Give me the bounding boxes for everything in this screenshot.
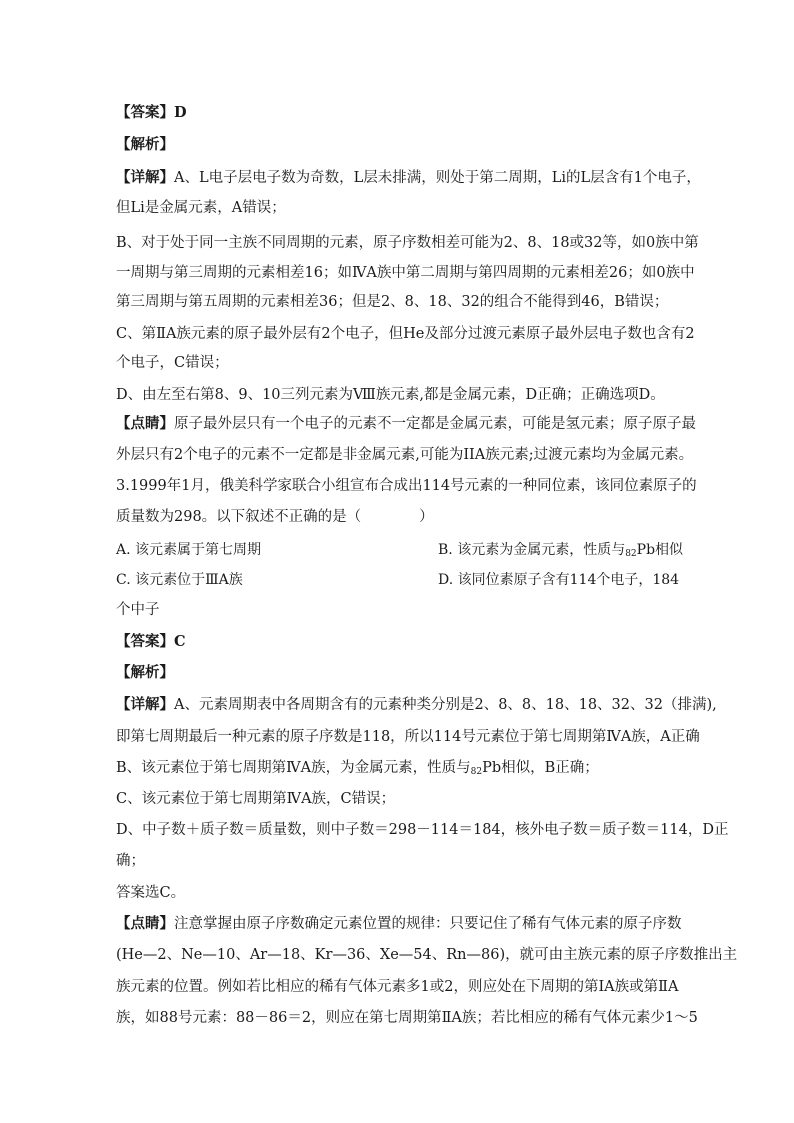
q2-detail-d: D、由左至右第8、9、10三列元素为Ⅷ族元素,都是金属元素，D正确；正确选项D。 [116,387,665,403]
q2-tip-line1 [116,414,696,434]
option-b-text: B. 该元素为金属元素，性质与 [438,542,626,558]
detail-text: A、L电子层电子数为奇数，L层未排满，则处于第二周期，Li的L层含有1个电子， [174,170,701,186]
q3-stem-line1: 3.1999年1月，俄美科学家联合小组宣布合成出114号元素的一种同位素，该同位素原子的 [116,478,697,494]
detail-b-text: B、该元素位于第七周期第ⅣA族，为金属元素，性质与 [116,760,471,776]
detail-text: A、元素周期表中各周期含有的元素种类分别是2、8、8、18、18、32、32（排满), [174,697,717,713]
q3-answer: 【答案】C [116,633,186,650]
detail-heading: 【详解】 [116,696,174,713]
q3-conclusion: 答案选C。 [116,885,186,901]
q3-option-d: D. 该同位素原子含有114个电子，184 [438,572,680,588]
option-b-mass-subscript: 82 [625,549,637,559]
q3-tip-line1 [116,914,686,934]
q3-analysis-heading: 【解析】 [116,664,174,681]
q2-answer: 【答案】D [116,104,187,121]
q3-tip-line2: (He—2、Ne—10、Ar—18、Kr—36、Xe—54、Rn—86)，就可由主族元素的原子序数推出主 [116,947,738,963]
q3-option-a: A. 该元素属于第七周期 [116,542,262,558]
option-b-symbol: Pb相似 [636,542,684,558]
q2-analysis-heading: 【解析】 [116,136,174,153]
q3-detail-c: C、该元素位于第七周期第ⅣA族，C错误； [116,791,396,807]
q3-tip-line4: 族，如88号元素：88－86＝2，则应在第七周期第ⅡA族；若比相应的稀有气体元素少1～5 [116,1010,698,1026]
q2-detail-b-line3: 第三周期与第五周期的元素相差36；但是2、8、18、32的组合不能得到46，B错误； [116,294,669,310]
q2-detail-a-line1 [116,168,701,188]
q2-detail-b-line2: 一周期与第三周期的元素相差16；如ⅣA族中第二周期与第四周期的元素相差26；如0族中 [116,265,695,281]
q3-detail-a-line1 [116,695,717,715]
detail-b-mass-subscript: 82 [470,767,483,777]
q3-option-c: C. 该元素位于ⅢA族 [116,572,243,588]
q3-detail-d-line1: D、中子数＋质子数＝质量数，则中子数＝298－114＝184，核外电子数＝质子数＝114，D正 [116,822,729,838]
q3-detail-a-line2: 即第七周期最后一种元素的原子序数是118，所以114号元素位于第七周期第ⅣA族，A正确 [116,729,700,745]
tip-heading: 【点睛】 [116,915,174,932]
q3-option-d-cont: 个中子 [116,602,160,618]
q3-option-b [438,540,683,564]
q2-detail-c-line1: C、第ⅡA族元素的原子最外层有2个电子，但He及部分过渡元素原子最外层电子数也含有2 [116,326,695,342]
detail-heading: 【详解】 [116,169,174,186]
q3-detail-b [116,758,686,782]
q3-detail-d-line2: 确； [116,853,145,869]
q2-detail-a-line2: 但Li是金属元素，A错误； [116,200,286,216]
q3-stem-line2: 质量数为298。以下叙述不正确的是（ ） [116,509,434,525]
q3-tip-line3: 族元素的位置。例如若比相应的稀有气体元素多1或2，则应处在下周期的第ⅠA族或第ⅡA [116,979,679,995]
tip-text: 原子最外层只有一个电子的元素不一定都是金属元素，可能是氢元素；原子原子最 [174,416,696,432]
q2-detail-c-line2: 个电子，C错误； [116,355,229,371]
tip-text: 注意掌握由原子序数确定元素位置的规律：只要记住了稀有气体元素的原子序数 [174,916,682,932]
q2-detail-b-line1: B、对于处于同一主族不同周期的元素，原子序数相差可能为2、8、18或32等，如0族中第 [116,235,699,251]
tip-heading: 【点睛】 [116,415,174,432]
detail-b-symbol: Pb相似，B正确； [482,760,599,776]
q2-tip-line2: 外层只有2个电子的元素不一定都是非金属元素,可能为IIA族元素;过渡元素均为金属元素。 [116,447,694,463]
